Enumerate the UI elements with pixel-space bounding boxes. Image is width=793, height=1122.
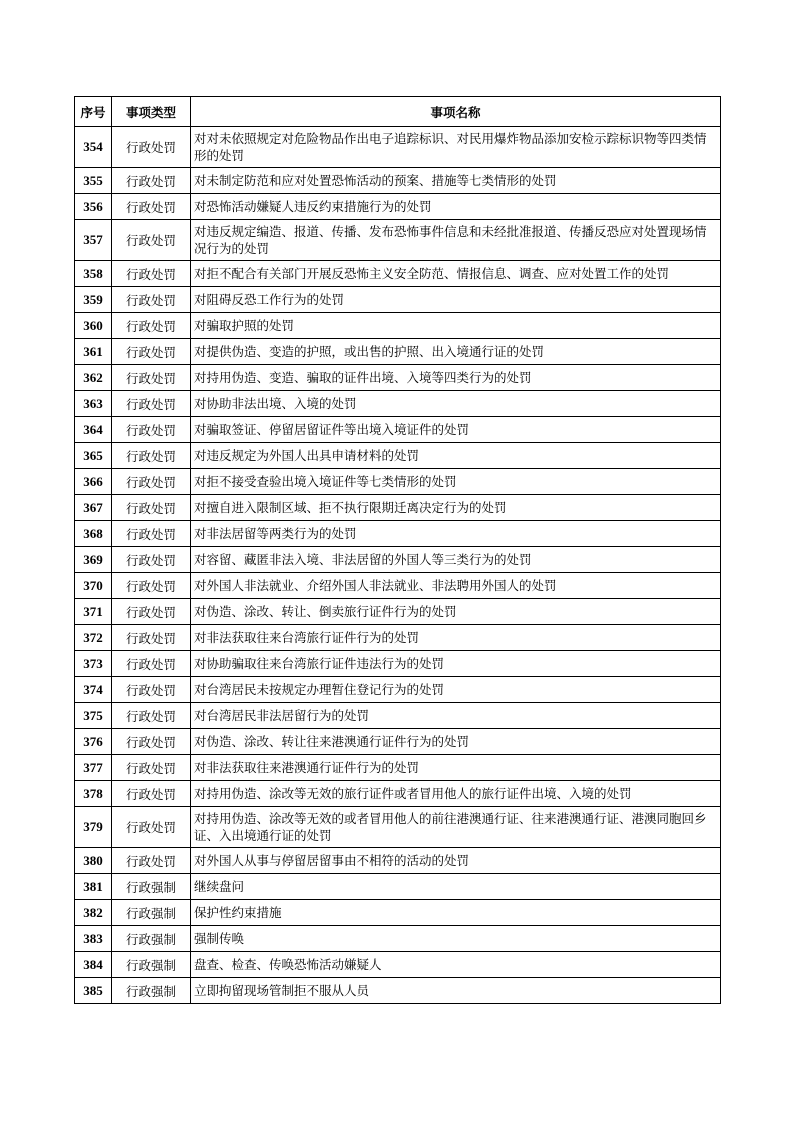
- row-num: 356: [75, 194, 112, 220]
- row-num: 371: [75, 599, 112, 625]
- row-name: 立即拘留现场管制拒不服从人员: [191, 978, 721, 1004]
- table-row: [75, 651, 721, 677]
- table-row: [75, 127, 721, 168]
- row-type: 行政强制: [112, 874, 191, 900]
- row-type: 行政强制: [112, 978, 191, 1004]
- header-type: 事项类型: [112, 97, 191, 127]
- row-type: 行政处罚: [112, 495, 191, 521]
- row-name: 对协助骗取往来台湾旅行证件违法行为的处罚: [191, 651, 721, 677]
- row-num: 370: [75, 573, 112, 599]
- row-name: 对持用伪造、变造、骗取的证件出境、入境等四类行为的处罚: [191, 365, 721, 391]
- row-name: 对非法获取往来台湾旅行证件行为的处罚: [191, 625, 721, 651]
- row-type: 行政处罚: [112, 781, 191, 807]
- row-type: 行政处罚: [112, 443, 191, 469]
- row-num: 354: [75, 127, 112, 168]
- table-row: [75, 926, 721, 952]
- row-name: 对拒不接受查验出境入境证件等七类情形的处罚: [191, 469, 721, 495]
- table-row: [75, 573, 721, 599]
- row-name: 对对未依照规定对危险物品作出电子追踪标识、对民用爆炸物品添加安检示踪标识物等四类情形的处罚: [191, 127, 721, 168]
- row-num: 365: [75, 443, 112, 469]
- row-name: 对外国人非法就业、介绍外国人非法就业、非法聘用外国人的处罚: [191, 573, 721, 599]
- row-type: 行政处罚: [112, 168, 191, 194]
- table-row: [75, 807, 721, 848]
- table-row: [75, 417, 721, 443]
- row-name: 对外国人从事与停留居留事由不相符的活动的处罚: [191, 848, 721, 874]
- row-num: 377: [75, 755, 112, 781]
- row-name: 强制传唤: [191, 926, 721, 952]
- row-num: 375: [75, 703, 112, 729]
- row-name: 对未制定防范和应对处置恐怖活动的预案、措施等七类情形的处罚: [191, 168, 721, 194]
- row-type: 行政处罚: [112, 729, 191, 755]
- row-name: 盘查、检查、传唤恐怖活动嫌疑人: [191, 952, 721, 978]
- table-row: [75, 469, 721, 495]
- row-name: 对提供伪造、变造的护照，或出售的护照、出入境通行证的处罚: [191, 339, 721, 365]
- row-num: 376: [75, 729, 112, 755]
- row-name: 对骗取护照的处罚: [191, 313, 721, 339]
- row-num: 381: [75, 874, 112, 900]
- row-type: 行政处罚: [112, 651, 191, 677]
- row-num: 373: [75, 651, 112, 677]
- row-name: 对拒不配合有关部门开展反恐怖主义安全防范、情报信息、调查、应对处置工作的处罚: [191, 261, 721, 287]
- row-num: 363: [75, 391, 112, 417]
- header-row: [75, 97, 721, 127]
- row-name: 对台湾居民非法居留行为的处罚: [191, 703, 721, 729]
- row-num: 364: [75, 417, 112, 443]
- table-row: [75, 339, 721, 365]
- table-row: [75, 625, 721, 651]
- table-row: [75, 220, 721, 261]
- row-name: 对非法居留等两类行为的处罚: [191, 521, 721, 547]
- row-num: 357: [75, 220, 112, 261]
- table-row: [75, 952, 721, 978]
- row-num: 385: [75, 978, 112, 1004]
- row-type: 行政处罚: [112, 469, 191, 495]
- row-type: 行政处罚: [112, 573, 191, 599]
- table-row: [75, 900, 721, 926]
- row-num: 369: [75, 547, 112, 573]
- row-type: 行政处罚: [112, 599, 191, 625]
- row-name: 继续盘问: [191, 874, 721, 900]
- row-type: 行政处罚: [112, 677, 191, 703]
- table-row: [75, 755, 721, 781]
- row-num: 368: [75, 521, 112, 547]
- table-row: [75, 495, 721, 521]
- row-name: 对擅自进入限制区域、拒不执行限期迁离决定行为的处罚: [191, 495, 721, 521]
- table-row: [75, 874, 721, 900]
- row-type: 行政处罚: [112, 848, 191, 874]
- table-row: [75, 978, 721, 1004]
- row-type: 行政处罚: [112, 625, 191, 651]
- table-row: [75, 729, 721, 755]
- row-name: 对台湾居民未按规定办理暂住登记行为的处罚: [191, 677, 721, 703]
- row-name: 对持用伪造、涂改等无效的旅行证件或者冒用他人的旅行证件出境、入境的处罚: [191, 781, 721, 807]
- row-num: 374: [75, 677, 112, 703]
- row-type: 行政处罚: [112, 807, 191, 848]
- row-name: 对违反规定编造、报道、传播、发布恐怖事件信息和未经批准报道、传播反恐应对处置现场情况行为的处罚: [191, 220, 721, 261]
- table-row: [75, 261, 721, 287]
- table-row: [75, 677, 721, 703]
- row-type: 行政处罚: [112, 261, 191, 287]
- table-row: [75, 781, 721, 807]
- row-name: 对违反规定为外国人出具申请材料的处罚: [191, 443, 721, 469]
- table-row: [75, 391, 721, 417]
- row-type: 行政处罚: [112, 365, 191, 391]
- table-row: [75, 521, 721, 547]
- row-num: 366: [75, 469, 112, 495]
- row-name: 对骗取签证、停留居留证件等出境入境证件的处罚: [191, 417, 721, 443]
- table-row: [75, 194, 721, 220]
- row-name: 对伪造、涂改、转让往来港澳通行证件行为的处罚: [191, 729, 721, 755]
- row-num: 378: [75, 781, 112, 807]
- row-type: 行政处罚: [112, 521, 191, 547]
- row-type: 行政处罚: [112, 339, 191, 365]
- row-num: 360: [75, 313, 112, 339]
- table-row: [75, 547, 721, 573]
- row-type: 行政处罚: [112, 417, 191, 443]
- row-type: 行政处罚: [112, 391, 191, 417]
- row-num: 358: [75, 261, 112, 287]
- table-row: [75, 287, 721, 313]
- row-num: 382: [75, 900, 112, 926]
- row-name: 对持用伪造、涂改等无效的或者冒用他人的前往港澳通行证、往来港澳通行证、港澳同胞回乡证、入出境通行证的处罚: [191, 807, 721, 848]
- row-num: 383: [75, 926, 112, 952]
- row-type: 行政处罚: [112, 194, 191, 220]
- row-type: 行政强制: [112, 900, 191, 926]
- row-type: 行政处罚: [112, 287, 191, 313]
- row-type: 行政处罚: [112, 127, 191, 168]
- row-type: 行政处罚: [112, 313, 191, 339]
- table-row: [75, 599, 721, 625]
- header-num: 序号: [75, 97, 112, 127]
- row-num: 362: [75, 365, 112, 391]
- row-num: 361: [75, 339, 112, 365]
- row-name: 对阻碍反恐工作行为的处罚: [191, 287, 721, 313]
- row-name: 对协助非法出境、入境的处罚: [191, 391, 721, 417]
- header-name: 事项名称: [191, 97, 721, 127]
- row-type: 行政处罚: [112, 703, 191, 729]
- items-table: [74, 96, 721, 1004]
- row-num: 379: [75, 807, 112, 848]
- row-num: 355: [75, 168, 112, 194]
- row-name: 保护性约束措施: [191, 900, 721, 926]
- row-name: 对恐怖活动嫌疑人违反约束措施行为的处罚: [191, 194, 721, 220]
- table-row: [75, 168, 721, 194]
- row-num: 372: [75, 625, 112, 651]
- row-num: 359: [75, 287, 112, 313]
- table-row: [75, 443, 721, 469]
- row-name: 对非法获取往来港澳通行证件行为的处罚: [191, 755, 721, 781]
- row-type: 行政强制: [112, 926, 191, 952]
- table-row: [75, 703, 721, 729]
- row-type: 行政处罚: [112, 220, 191, 261]
- table-row: [75, 848, 721, 874]
- table-row: [75, 365, 721, 391]
- row-num: 384: [75, 952, 112, 978]
- row-type: 行政强制: [112, 952, 191, 978]
- row-name: 对伪造、涂改、转让、倒卖旅行证件行为的处罚: [191, 599, 721, 625]
- row-num: 367: [75, 495, 112, 521]
- row-name: 对容留、藏匿非法入境、非法居留的外国人等三类行为的处罚: [191, 547, 721, 573]
- row-type: 行政处罚: [112, 755, 191, 781]
- row-num: 380: [75, 848, 112, 874]
- row-type: 行政处罚: [112, 547, 191, 573]
- table-row: [75, 313, 721, 339]
